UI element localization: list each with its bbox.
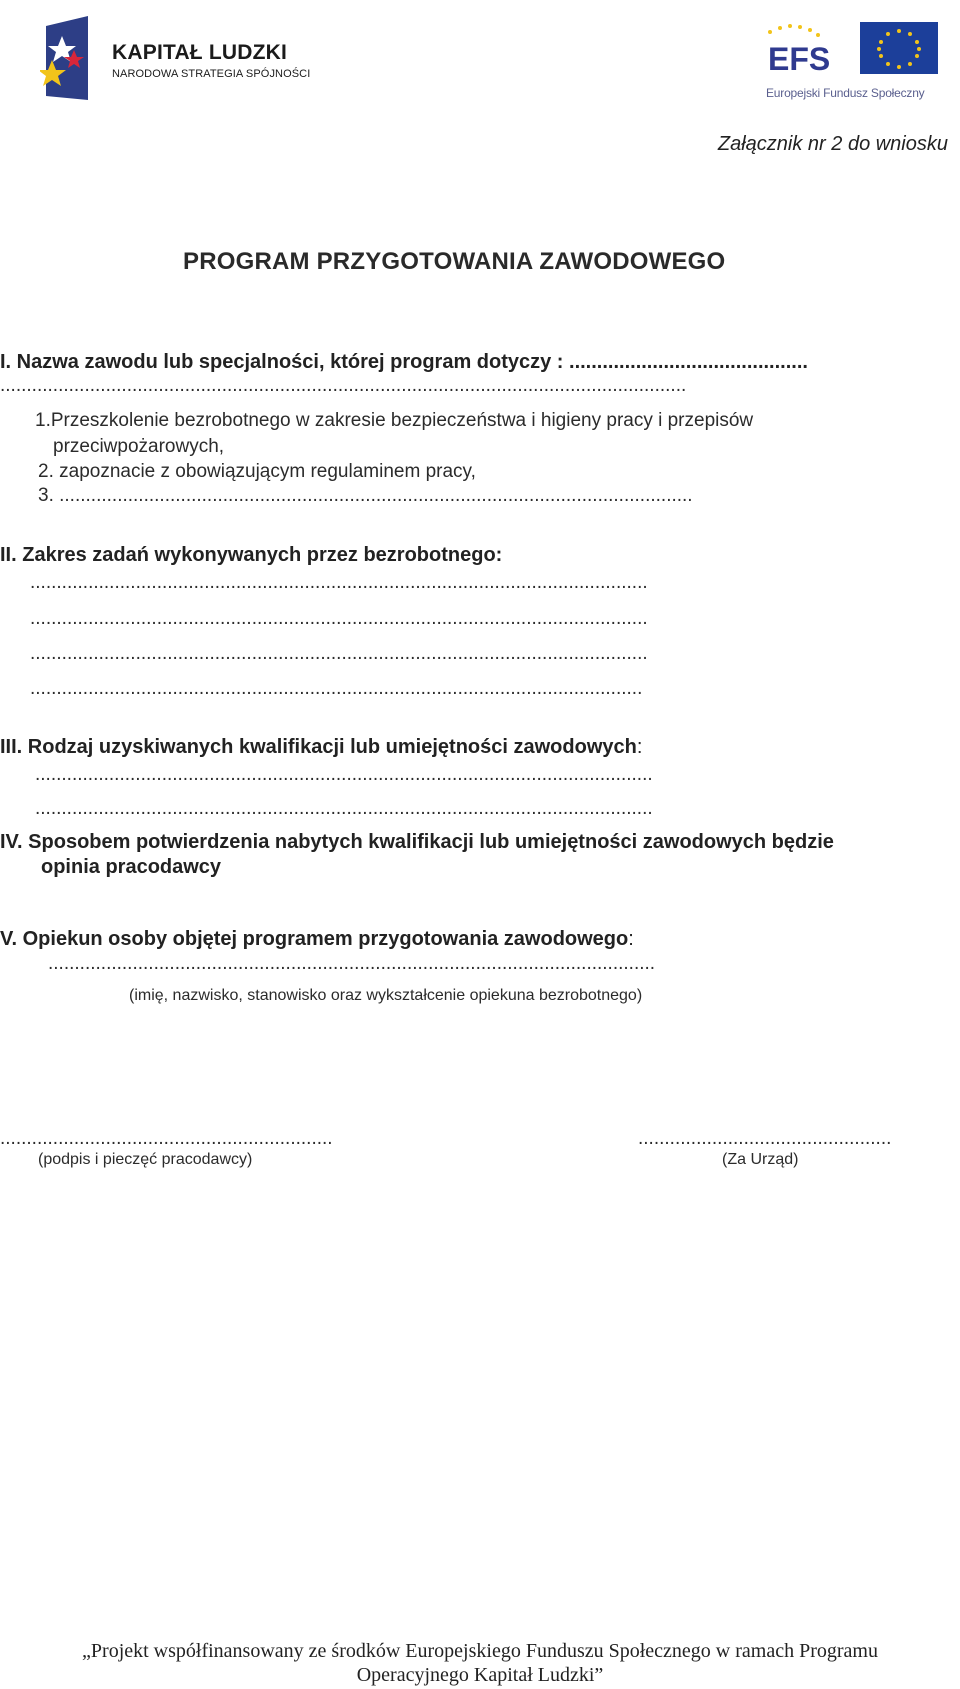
- kapital-ludzki-logo: [40, 16, 311, 100]
- section-5-heading-colon: :: [628, 928, 634, 950]
- annex-label: Załącznik nr 2 do wniosku: [717, 133, 948, 155]
- footer-line-2: Operacyjnego Kapitał Ludzki”: [356, 1664, 604, 1686]
- section-1-item-1-line-2: przeciwpożarowych,: [53, 436, 225, 457]
- section-5-heading-text: V. Opiekun osoby objętej programem przygotowania zawodowego: [0, 928, 629, 950]
- section-1-item-3: 3. ........................................................................................................................: [38, 485, 693, 506]
- section-1-item-2: 2. zapoznacie z obowiązującym regulaminem pracy,: [38, 461, 476, 482]
- section-5-dots: ...................................................................................................................: [48, 953, 656, 974]
- section-3-dots-2: .....................................................................................................................: [35, 798, 653, 819]
- kapital-ludzki-title: KAPITAŁ LUDZKI: [112, 41, 288, 64]
- section-2-dots-1: .....................................................................................................................: [30, 572, 648, 593]
- section-3-heading-colon: :: [636, 736, 643, 758]
- kapital-ludzki-emblem-icon: [40, 16, 104, 100]
- section-1-dots: ..................................................................................................................................: [0, 375, 687, 396]
- efs-caption: Europejski Fundusz Społeczny: [766, 86, 925, 100]
- section-4-line-2: opinia pracodawcy: [41, 856, 222, 878]
- efs-mark: EFS: [768, 41, 831, 77]
- footer-line-1: „Projekt współfinansowany ze środków Europejskiego Funduszu Społecznego w ramach Programu: [82, 1640, 878, 1662]
- eu-flag-icon: [764, 18, 944, 84]
- section-1-heading: I. Nazwa zawodu lub specjalności, której program dotyczy : ...........................................: [0, 351, 808, 373]
- kapital-ludzki-subtitle: NARODOWA STRATEGIA SPÓJNOŚCI: [112, 68, 311, 80]
- section-5-caption: (imię, nazwisko, stanowisko oraz wykształcenie opiekuna bezrobotnego): [129, 987, 643, 1004]
- office-signature-line: ................................................: [638, 1128, 892, 1149]
- section-4-line-1: IV. Sposobem potwierdzenia nabytych kwalifikacji lub umiejętności zawodowych będzie: [0, 831, 834, 853]
- section-2-dots-3: .....................................................................................................................: [30, 643, 648, 664]
- section-1-item-1-line-1: 1.Przeszkolenie bezrobotnego w zakresie bezpieczeństwa i higieny pracy i przepisów: [35, 410, 754, 431]
- section-2-dots-2: .....................................................................................................................: [30, 608, 648, 629]
- section-5-heading: [0, 928, 634, 951]
- section-2-dots-4: ....................................................................................................................: [30, 678, 643, 699]
- employer-signature-line: ...............................................................: [0, 1128, 333, 1149]
- section-2-heading: II. Zakres zadań wykonywanych przez bezrobotnego:: [0, 544, 503, 566]
- section-3-dots-1: .....................................................................................................................: [35, 764, 653, 785]
- office-signature-caption: (Za Urząd): [722, 1151, 799, 1168]
- document-title: PROGRAM PRZYGOTOWANIA ZAWODOWEGO: [183, 248, 726, 275]
- section-3-heading: [0, 736, 642, 759]
- employer-signature-caption: (podpis i pieczęć pracodawcy): [38, 1151, 253, 1168]
- efs-logo: [764, 18, 944, 108]
- section-3-heading-text: III. Rodzaj uzyskiwanych kwalifikacji lub umiejętności zawodowych: [0, 736, 637, 758]
